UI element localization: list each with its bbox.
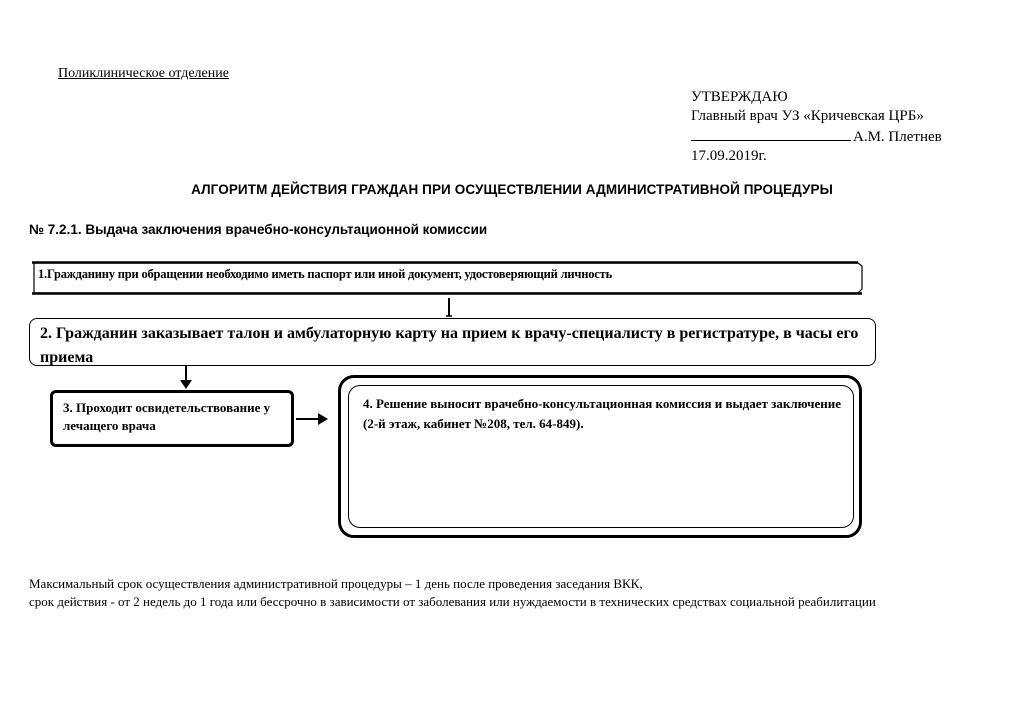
footer-note	[29, 575, 929, 611]
step2-text: 2. Гражданин заказывает талон и амбулаторную карту на прием к врачу-специалисту в регистратуре, в часы его приема	[40, 325, 859, 366]
department-label: Поликлиническое отделение	[58, 66, 229, 81]
signature-line	[691, 126, 851, 141]
approve-position: Главный врач УЗ «Кричевская ЦРБ»	[691, 108, 924, 124]
step4-text: 4. Решение выносит врачебно-консультационная комиссия и выдает заключение (2-й этаж, кабинет №208, тел. 64-849).	[363, 396, 841, 431]
approval-block	[691, 88, 942, 166]
step3-box	[50, 390, 294, 447]
approve-title: УТВЕРЖДАЮ	[691, 89, 788, 105]
document-title: АЛГОРИТМ ДЕЙСТВИЯ ГРАЖДАН ПРИ ОСУЩЕСТВЛЕНИИ АДМИНИСТРАТИВНОЙ ПРОЦЕДУРЫ	[191, 182, 833, 197]
procedure-title: № 7.2.1. Выдача заключения врачебно-консультационной комиссии	[29, 222, 488, 237]
arrow-2-3-head	[180, 380, 192, 389]
footer-line-1: Максимальный срок осуществления административной процедуры – 1 день после проведения заседания ВКК,	[29, 576, 643, 591]
approve-date: 17.09.2019г.	[691, 148, 767, 164]
footer-line-2: срок действия - от 2 недель до 1 года или бессрочно в зависимости от заболевания или нуждаемости в технических средствах социальной реабилитации	[29, 594, 876, 609]
approve-name: А.М. Плетнев	[853, 129, 942, 145]
step3-text: 3. Проходит освидетельствование у лечащего врача	[63, 400, 271, 433]
step4-box	[348, 385, 854, 528]
approve-signature-row	[691, 126, 942, 147]
arrow-3-4-head	[318, 413, 328, 425]
step1-text: 1.Гражданину при обращении необходимо иметь паспорт или иной документ, удостоверяющий личность	[38, 267, 612, 281]
step2-box	[29, 318, 876, 366]
